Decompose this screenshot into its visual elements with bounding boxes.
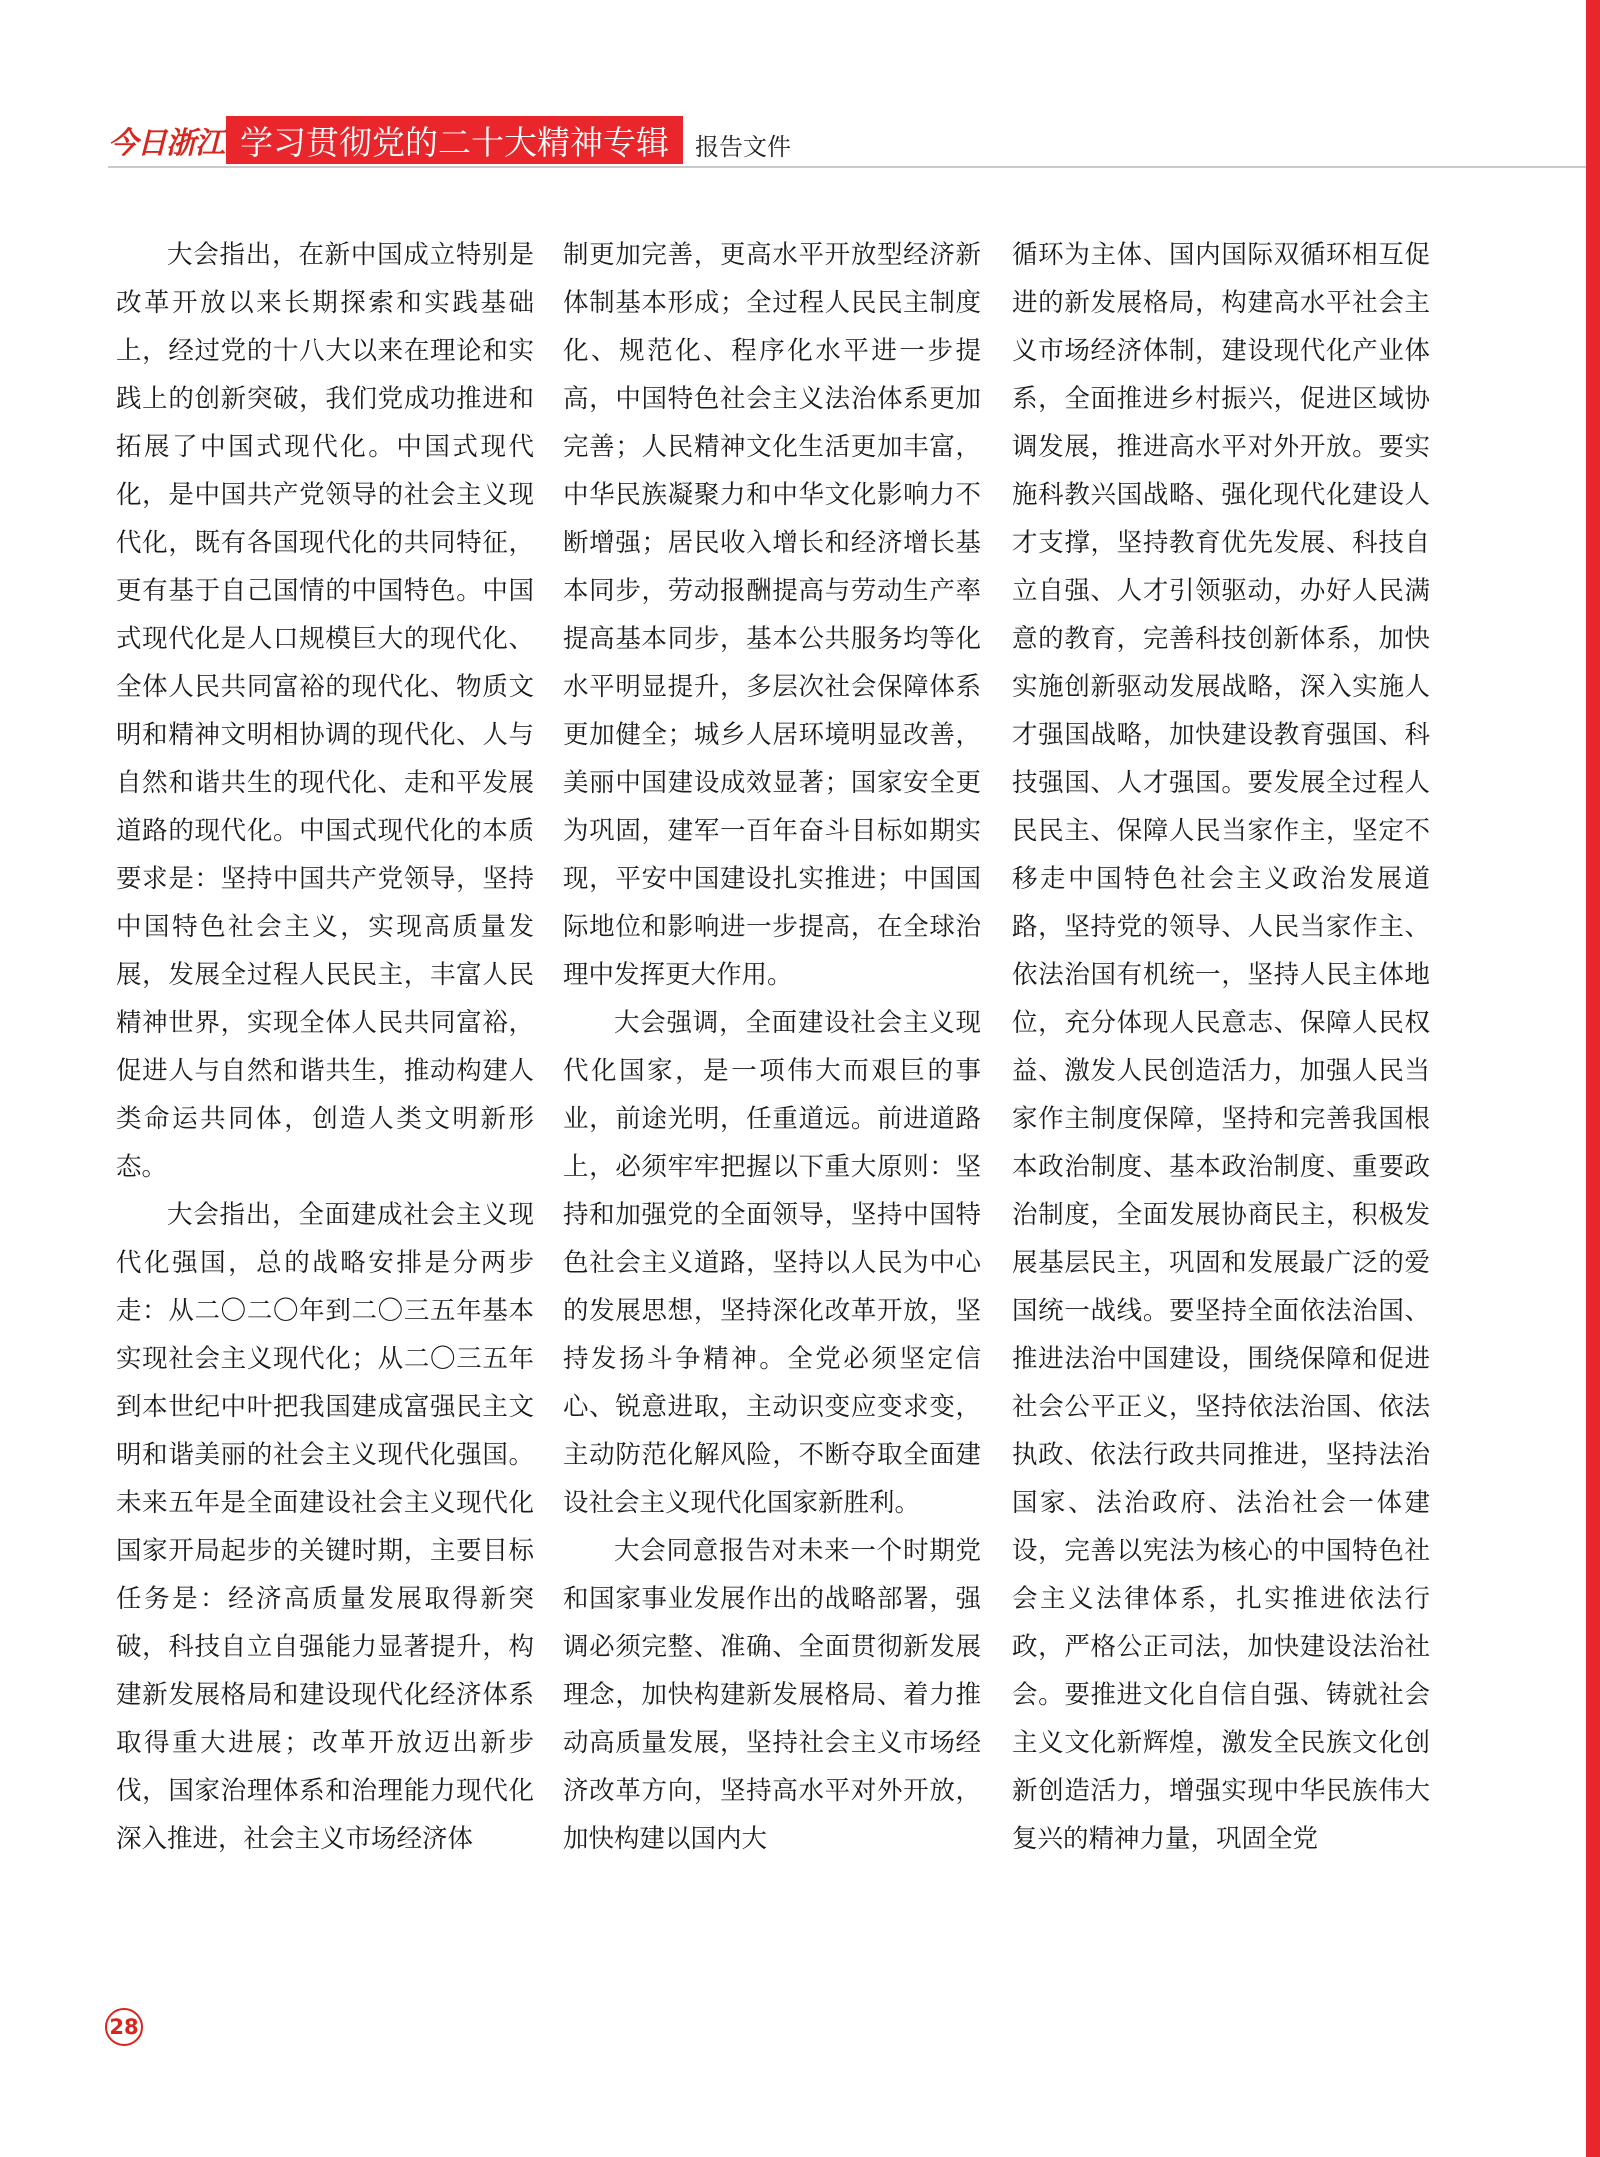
page-number: 28 [105,2008,143,2046]
paragraph: 制更加完善，更高水平开放型经济新体制基本形成；全过程人民民主制度化、规范化、程序化水平进一步提高，中国特色社会主义法治体系更加完善；人民精神文化生活更加丰富，中华民族凝聚力和中华文化影响力不断增强；居民收入增长和经济增长基本同步，劳动报酬提高与劳动生产率提高基本同步，基本公共服务均等化水平明显提升，多层次社会保障体系更加健全；城乡人居环境明显改善，美丽中国建设成效显著；国家安全更为巩固，建军一百年奋斗目标如期实现，平安中国建设扎实推进；中国国际地位和影响进一步提高，在全球治理中发挥更大作用。 [563,240,981,990]
special-issue-banner: 学习贯彻党的二十大精神专辑 [226,116,683,164]
page-header [108,116,791,164]
header-divider [108,166,1586,168]
text-column-2 [563,231,981,1863]
text-column-3 [1012,231,1430,1863]
paragraph: 大会指出，全面建成社会主义现代化强国，总的战略安排是分两步走：从二〇二〇年到二〇三五年基本实现社会主义现代化；从二〇三五年到本世纪中叶把我国建成富强民主文明和谐美丽的社会主义现代化强国。未来五年是全面建设社会主义现代化国家开局起步的关键时期，主要目标任务是：经济高质量发展取得新突破，科技自立自强能力显著提升，构建新发展格局和建设现代化经济体系取得重大进展；改革开放迈出新步伐，国家治理体系和治理能力现代化深入推进，社会主义市场经济体 [116,1200,534,1854]
paragraph: 循环为主体、国内国际双循环相互促进的新发展格局，构建高水平社会主义市场经济体制，建设现代化产业体系，全面推进乡村振兴，促进区域协调发展，推进高水平对外开放。要实施科教兴国战略、强化现代化建设人才支撑，坚持教育优先发展、科技自立自强、人才引领驱动，办好人民满意的教育，完善科技创新体系，加快实施创新驱动发展战略，深入实施人才强国战略，加快建设教育强国、科技强国、人才强国。要发展全过程人民民主、保障人民当家作主，坚定不移走中国特色社会主义政治发展道路，坚持党的领导、人民当家作主、依法治国有机统一，坚持人民主体地位，充分体现人民意志、保障人民权益、激发人民创造活力，加强人民当家作主制度保障，坚持和完善我国根本政治制度、基本政治制度、重要政治制度，全面发展协商民主，积极发展基层民主，巩固和发展最广泛的爱国统一战线。要坚持全面依法治国、推进法治中国建设，围绕保障和促进社会公平正义，坚持依法治国、依法执政、依法行政共同推进，坚持法治国家、法治政府、法治社会一体建设，完善以宪法为核心的中国特色社会主义法律体系，扎实推进依法行政，严格公正司法，加快建设法治社会。要推进文化自信自强、铸就社会主义文化新辉煌，激发全民族文化创新创造活力，增强实现中华民族伟大复兴的精神力量，巩固全党 [1012,240,1430,1854]
magazine-logo: 今日浙江 [108,126,224,161]
paragraph: 大会同意报告对未来一个时期党和国家事业发展作出的战略部署，强调必须完整、准确、全面贯彻新发展理念，加快构建新发展格局、着力推动高质量发展，坚持社会主义市场经济改革方向，坚持高水平对外开放，加快构建以国内大 [563,1536,981,1854]
text-column-1 [116,231,534,1863]
section-label: 报告文件 [695,132,791,161]
right-edge-bar [1586,0,1600,2157]
paragraph: 大会强调，全面建设社会主义现代化国家，是一项伟大而艰巨的事业，前途光明，任重道远。前进道路上，必须牢牢把握以下重大原则：坚持和加强党的全面领导，坚持中国特色社会主义道路，坚持以人民为中心的发展思想，坚持深化改革开放，坚持发扬斗争精神。全党必须坚定信心、锐意进取，主动识变应变求变，主动防范化解风险，不断夺取全面建设社会主义现代化国家新胜利。 [563,1008,981,1518]
paragraph: 大会指出，在新中国成立特别是改革开放以来长期探索和实践基础上，经过党的十八大以来在理论和实践上的创新突破，我们党成功推进和拓展了中国式现代化。中国式现代化，是中国共产党领导的社会主义现代化，既有各国现代化的共同特征，更有基于自己国情的中国特色。中国式现代化是人口规模巨大的现代化、全体人民共同富裕的现代化、物质文明和精神文明相协调的现代化、人与自然和谐共生的现代化、走和平发展道路的现代化。中国式现代化的本质要求是：坚持中国共产党领导，坚持中国特色社会主义，实现高质量发展，发展全过程人民民主，丰富人民精神世界，实现全体人民共同富裕，促进人与自然和谐共生，推动构建人类命运共同体，创造人类文明新形态。 [116,240,534,1182]
